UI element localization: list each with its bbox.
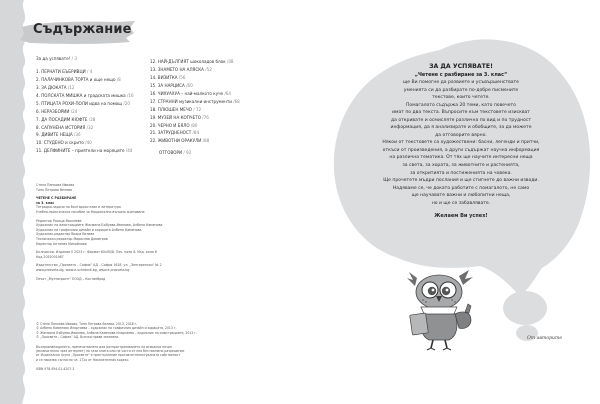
print-info-line: Код 2052001987 xyxy=(36,254,64,259)
toc-page-number: /12 xyxy=(67,84,75,90)
toc-item[interactable] xyxy=(36,116,134,124)
toc-page-number: /88 xyxy=(202,138,210,144)
toc-label: 17. СТРАННИ музикални инструменти xyxy=(150,98,232,104)
toc-label: 16. ЧИХУАХУА – най-малкото куче xyxy=(150,90,224,96)
toc-item[interactable] xyxy=(36,108,134,116)
book-info xyxy=(36,196,236,214)
toc-page-number: / 72 xyxy=(193,106,202,112)
toc-left-column xyxy=(36,55,134,155)
print-info xyxy=(36,250,236,259)
toc-item[interactable] xyxy=(36,139,134,147)
book-grade: за 3. клас xyxy=(36,200,55,205)
intro-body-line: на различна тематика. От тях ще научите интересни неща xyxy=(389,155,533,161)
toc-item[interactable] xyxy=(36,68,134,76)
toc-item[interactable] xyxy=(150,82,240,90)
toc-label: 22. ЖИВОТНИ ОРАКУЛИ xyxy=(150,138,202,144)
toc-item[interactable] xyxy=(150,66,240,74)
credit-line: Технически редактор Мирослав Димитров xyxy=(36,236,108,241)
toc-item[interactable] xyxy=(150,137,240,145)
toc-page-number: /32 xyxy=(86,124,94,130)
toc-label: 21. ЗАТРУДНЕНОСТ xyxy=(150,130,192,136)
intro-body-line: за света, за хората, за животните и растенията, xyxy=(402,163,520,169)
toc-page-number: /56 xyxy=(178,74,186,80)
book-subtitle: Тетрадка-задачи по български език и литература xyxy=(36,205,121,210)
toc-list xyxy=(36,68,134,155)
intro-body-line: Надяваме се, че докато работите с помагалото, не само xyxy=(392,185,530,191)
toc-item[interactable] xyxy=(36,147,134,155)
isbn-number: ISBN 978-954-01-4207-3 xyxy=(36,367,75,372)
credit-line: Художник на графичния дизайн и корицата Албена Каменова xyxy=(36,227,142,232)
credit-line: Коректор Антония Михайлова xyxy=(36,241,87,246)
toc-item[interactable] xyxy=(150,122,240,130)
author-name: Стела Пенкова Ивкова xyxy=(36,183,75,187)
toc-page-number: /8 xyxy=(116,76,121,82)
toc-page-number: /28 xyxy=(88,116,96,122)
toc-item[interactable] xyxy=(150,129,240,137)
toc-page-number: /64 xyxy=(224,90,231,96)
toc-page-number: /16 xyxy=(127,92,134,98)
toc-item[interactable] xyxy=(36,124,134,132)
toc-item[interactable] xyxy=(150,74,240,82)
toc-item[interactable] xyxy=(36,76,134,84)
page-edge-decoration xyxy=(0,0,30,404)
page-title: Съдържание xyxy=(33,22,132,37)
print-info-line: Български. Издание II 2023 г. Формат 60х90/8. Печ. коли 8. Изд. коли 6 xyxy=(36,250,157,255)
toc-label: 18. ПЛЮШЕН МЕЧО xyxy=(150,106,192,112)
toc-label: 2. ПАЛАЧИНКОВА ТОРТА и още нещо xyxy=(36,76,116,82)
credit-line: Художник на илюстрациите Жасмина Бъбуева-Иванова, Албена Каменова xyxy=(36,223,163,228)
legal-notice xyxy=(36,345,251,363)
toc-item[interactable] xyxy=(36,92,134,100)
toc-label: ОТГОВОРИ xyxy=(159,150,183,156)
intro-wish: Желаем Ви успех! xyxy=(434,213,488,220)
toc-page-number: / 92 xyxy=(183,150,192,156)
toc-label: 5. ПТИЦАТА РОХИ-ПОЛИ идва на помощ xyxy=(36,100,123,106)
intro-heading: ЗА ДА УСПЯВАТЕ! xyxy=(429,63,493,70)
legal-line: и се наказва съгласно чл. 172а от Наказателния кодекс. xyxy=(36,357,130,362)
toc-item[interactable] xyxy=(150,90,240,98)
toc-label: 7. ДА ПОСАДИМ КЮФТЕ xyxy=(36,116,88,122)
toc-page-number: /24 xyxy=(70,108,78,114)
toc-page-number: /20 xyxy=(123,100,130,106)
toc-item[interactable] xyxy=(150,98,240,106)
intro-body-line: но и ще се забавлявате. xyxy=(431,200,491,206)
intro-body-line: откъси от произведения, а други съдържат научна информация xyxy=(382,147,540,153)
intro-subheading: „Четене с разбиране за 3. клас“ xyxy=(414,72,508,78)
toc-page-number: /68 xyxy=(233,98,240,104)
toc-label: 11. ДЕЛФИНИТЕ – приятели на моряците xyxy=(36,148,125,154)
printer-info xyxy=(36,277,236,282)
intro-body-line: информация, да я анализирате и обобщите, за да можете xyxy=(390,125,532,131)
authors xyxy=(36,183,236,192)
thought-bubble-dot-large xyxy=(503,291,547,325)
toc-page-number: /52 xyxy=(205,66,212,72)
intro-body-line: Помагалото съдържа 20 теми, като повечето xyxy=(406,102,516,108)
copyright-line: © Жасмина Бъбуева-Иванова, Албена Каменова Иларгиева – художник на илюстрациите, 2013 г. xyxy=(36,330,197,335)
toc-item[interactable] xyxy=(150,114,240,122)
legal-line: (включително чрез интернет) на тази книга или на части от нея без писмено разрешение xyxy=(36,349,185,354)
toc-page-number: /44 xyxy=(125,148,133,154)
copyright-line: © Албена Каменова Иларгиева – художник на графичния дизайн и корицата, 2013 г. xyxy=(36,326,177,331)
toc-page-number: /40 xyxy=(85,140,92,146)
colophon xyxy=(36,183,236,285)
toc-item[interactable] xyxy=(36,100,134,108)
isbn xyxy=(36,367,251,371)
toc-label: 19. МУЗЕЙ НА КОПЧЕТО xyxy=(150,114,201,120)
intro-body xyxy=(353,79,569,207)
toc-page-number: /80 xyxy=(190,122,198,128)
toc-page-number: /48 xyxy=(226,59,234,64)
toc-label: 14. ВИЗИТКА xyxy=(150,74,178,80)
toc-label: 8. САПУНЕНА ИСТОРИЯ xyxy=(36,124,86,130)
credit-line: Художник-редактор Вихра Велева xyxy=(36,232,95,237)
book-title: ЧЕТЕНЕ С РАЗБИРАНЕ xyxy=(36,196,77,201)
toc-right-column xyxy=(150,58,240,157)
toc-page-number: /76 xyxy=(202,114,209,120)
intro-body-line: текстове, които четете. xyxy=(432,95,490,101)
authors-signature: От авторите xyxy=(527,336,563,341)
legal-line: от Издателска група „Просвета“ е престъпление против интелектуалната собственост xyxy=(36,353,181,358)
intro-body-line: ще Ви помогне да развиете и усъвършенствате xyxy=(403,80,519,85)
publisher-info xyxy=(36,263,236,272)
publisher-website: www.prosveta.bg, www.e-uchebnik.bg, www.e-prosveta.bg xyxy=(36,267,130,272)
toc-page-number: /60 xyxy=(186,82,193,88)
owl-mascot-icon xyxy=(405,270,475,352)
copyright-line: © „Просвета – София“ АД. Всички права запазени. xyxy=(36,335,120,340)
copyright-line: © Стела Пенкова Ивкова, Таня Петрова Велева, 2013, 2018 г. xyxy=(36,322,138,326)
toc-label: 12. НАЙ-ДЪЛГИЯТ шоколадов блок xyxy=(150,59,226,64)
toc-label: 1. ПЕРНАТИ БЪБРИВЦИ xyxy=(36,68,86,74)
intro-body-line: ще научавате важни и любопитни неща, xyxy=(411,193,511,199)
toc-item[interactable] xyxy=(150,106,240,114)
author-name: Таня Петрова Велева xyxy=(36,187,72,192)
toc-page-number: /36 xyxy=(73,132,81,138)
toc-label: 13. ЗНАМЕТО НА АЛЯСКА xyxy=(150,66,204,72)
toc-item-answers[interactable] xyxy=(150,149,240,157)
toc-label: 3. ЗА ДЮКАТА xyxy=(36,84,67,90)
credits xyxy=(36,219,236,247)
toc-label: 9. ДИВИТЕ НЕЩА xyxy=(36,132,73,138)
intro-body-line: Някои от текстовете са художествени: басни, легенди и притчи, xyxy=(382,140,540,146)
intro-body-line: имат по два текста. Въпросите към текстовете изискват xyxy=(392,110,530,116)
toc-page-number: /84 xyxy=(192,130,200,136)
toc-page-number: / 4 xyxy=(87,68,93,74)
toc-item[interactable] xyxy=(150,58,240,66)
copyright-section xyxy=(36,322,251,377)
printer-line: Печат „Мултипринт“ ЕООД – Костинброд xyxy=(36,276,106,281)
intro-message xyxy=(353,62,569,221)
toc-item-intro[interactable] xyxy=(36,55,134,63)
intro-body-line: да отговорите вярно. xyxy=(435,132,487,138)
toc-label: За да успявате! xyxy=(36,56,71,61)
toc-item[interactable] xyxy=(36,131,134,139)
toc-page-number: / 3 xyxy=(71,56,77,61)
book-subtitle: Учебно-практическо пособие за Национално външно оценяване xyxy=(36,209,145,214)
toc-label: 20. ЧЕРНО И БЯЛО xyxy=(150,122,190,128)
intro-body-line: да откривате и осмисляте различна по вид и по трудност xyxy=(391,117,531,123)
intro-body-line: Ще прочетете мъдри послания и ще стигнете до важни изводи. xyxy=(383,178,539,184)
toc-list xyxy=(150,58,240,145)
publisher-line: Издателство „Просвета – София“ АД – София 1618, ул. „Зенгерелски“ № 2 xyxy=(36,263,162,268)
intro-body-line: за откритията и постиженията на човека. xyxy=(410,170,512,176)
toc-label: 4. ПОЛСКАТА МИШКА и градската мишка xyxy=(36,92,126,98)
toc-label: 15. ЗА НАРЦИСА xyxy=(150,82,185,88)
toc-label: 10. СТУДЕНО и скрито xyxy=(36,140,84,146)
copyright-notices xyxy=(36,322,251,340)
credit-line: Редактор Росица Василева xyxy=(36,218,82,223)
intro-body-line: уменията си да разбирате по-добре писмените xyxy=(403,87,519,93)
toc-label: 6. НЕРАЗБОРИИ xyxy=(36,108,70,114)
legal-line: Възпроизвеждането, препечатването или разпространяването на всякакъв начин xyxy=(36,344,172,349)
toc-item[interactable] xyxy=(36,84,134,92)
